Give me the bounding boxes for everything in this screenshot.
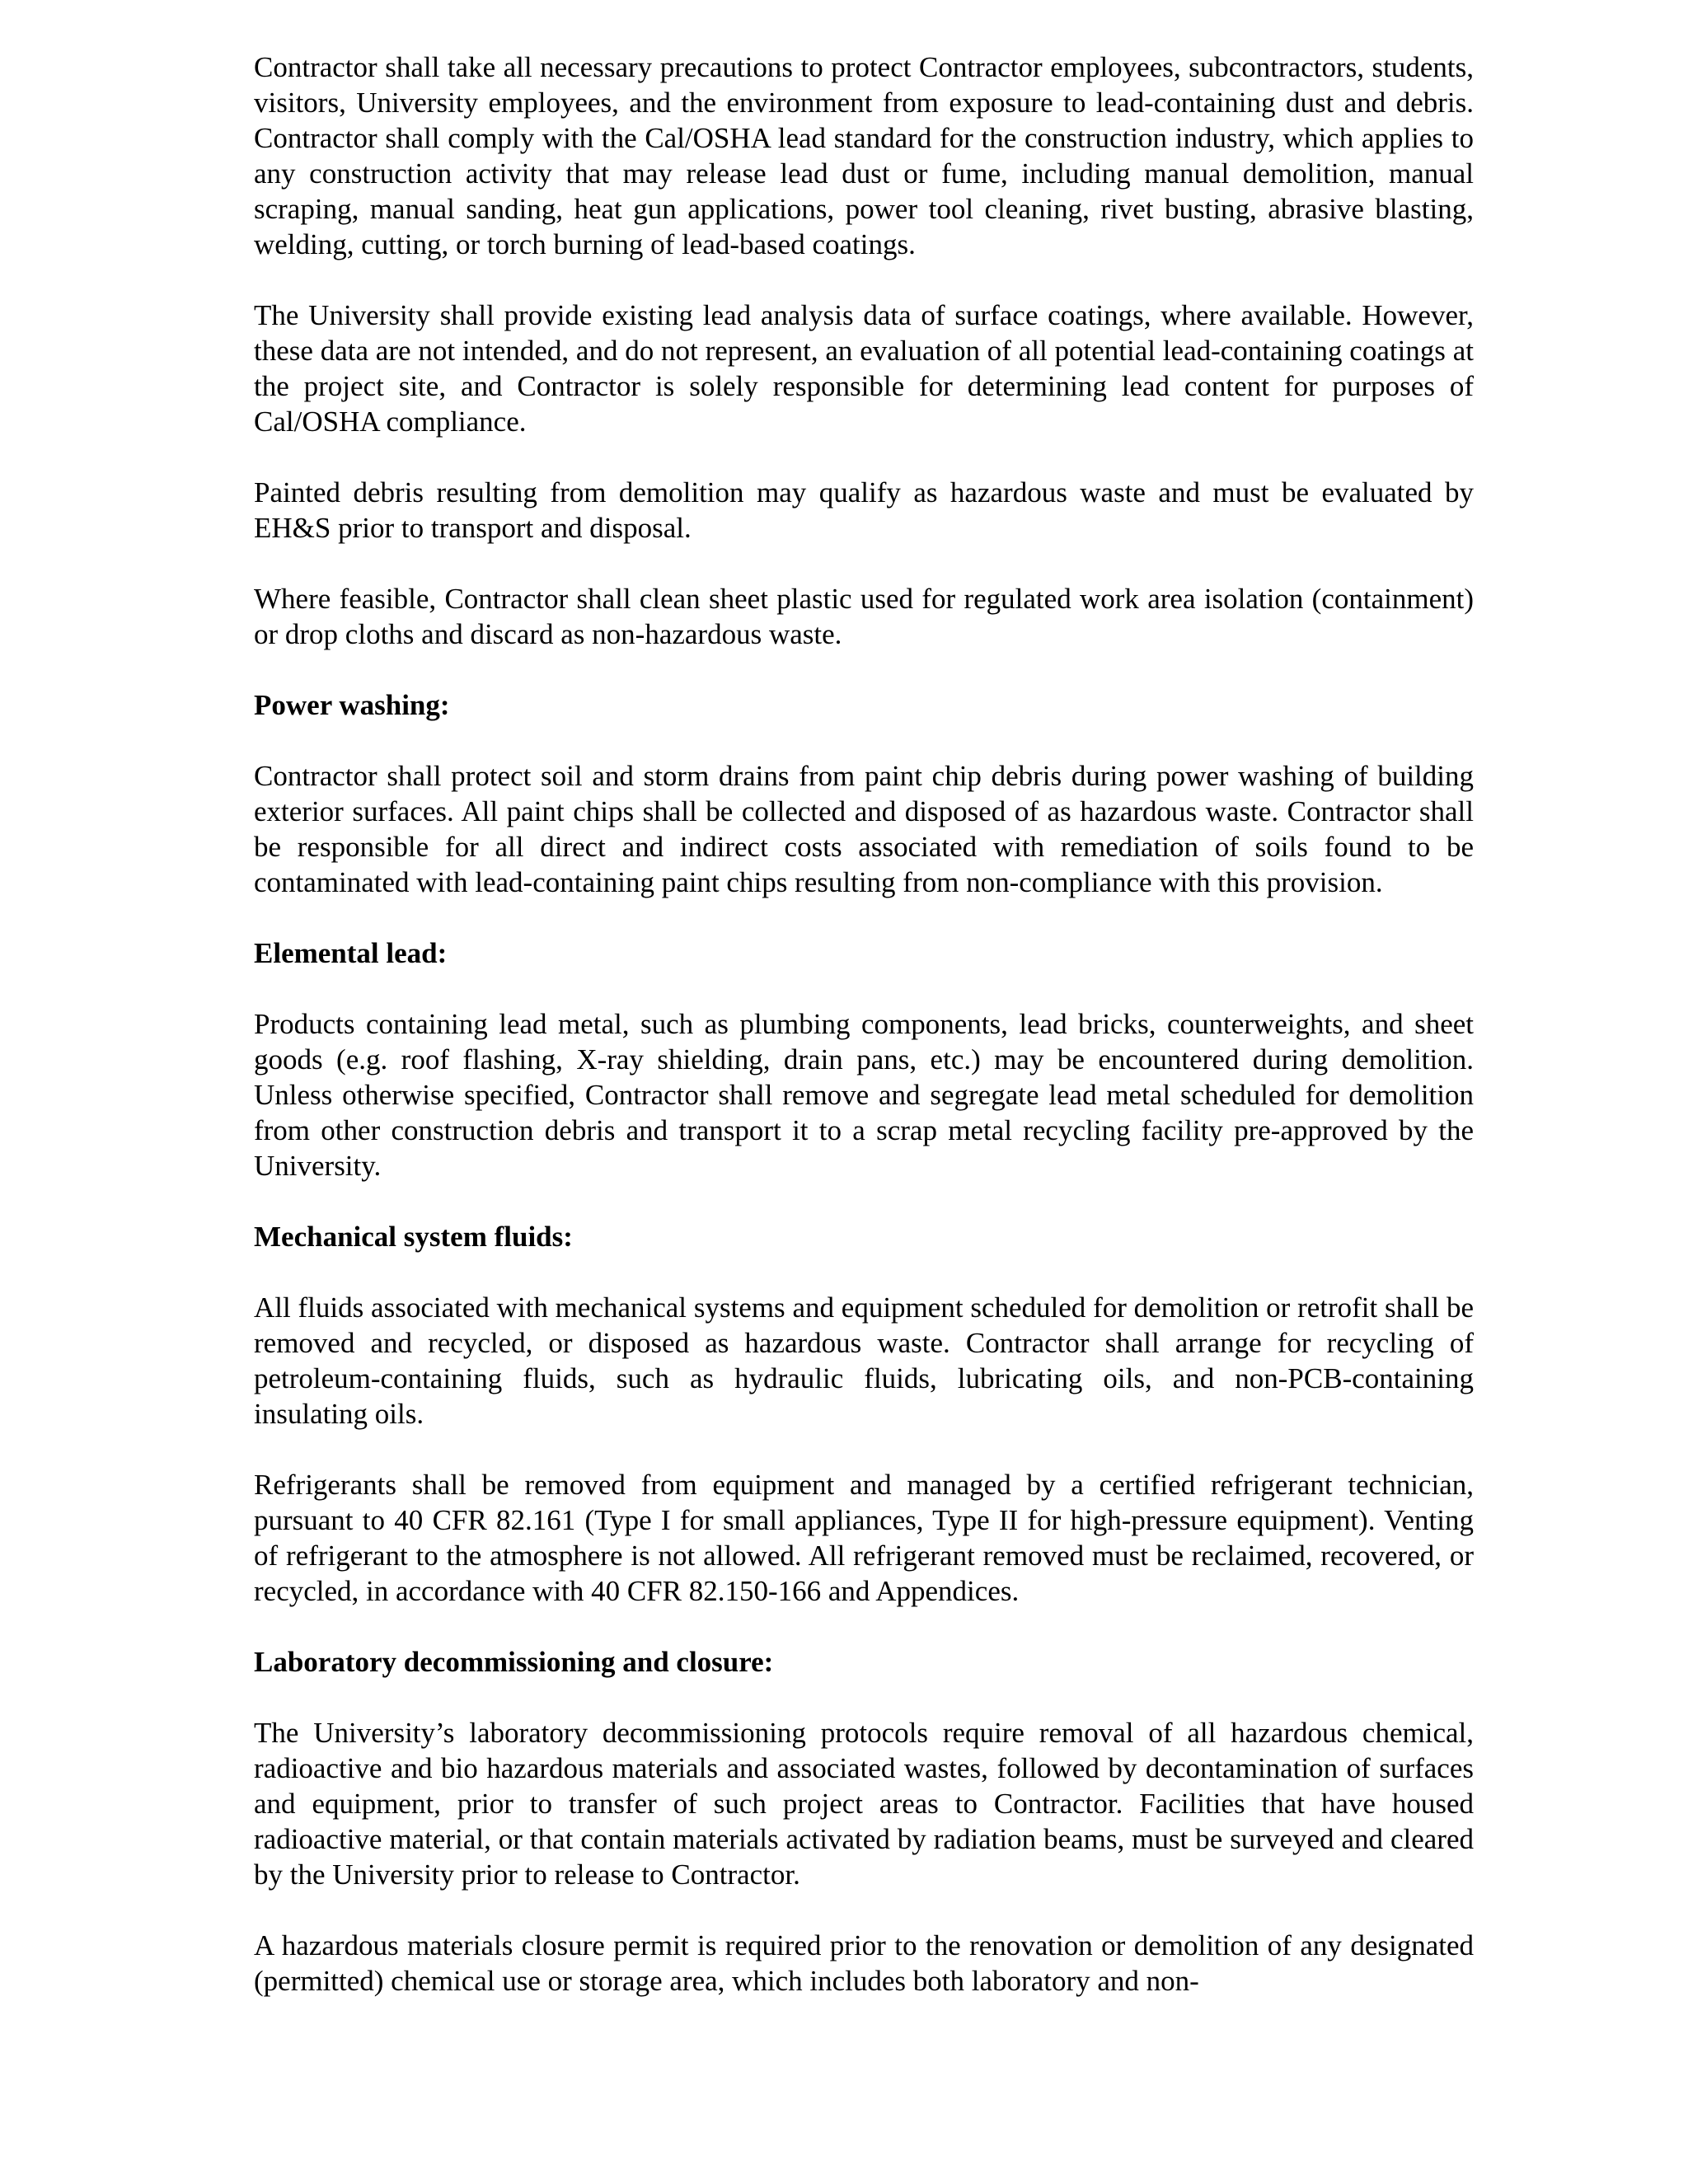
heading-power-washing: Power washing: (254, 689, 450, 721)
heading-mechanical-system-fluids: Mechanical system fluids: (254, 1221, 573, 1253)
paragraph-lead-precautions: Contractor shall take all necessary precautions to protect Contractor employees, subcontractors, students, visitors, University employees, and the environment from exposure to lead-containing dust and debris. Contractor shall comply with the Cal/OSHA lead standard for the construction industry, which applies to any construction activity that may release lead dust or fume, including manual demolition, manual scraping, manual sanding, heat gun applications, power tool cleaning, rivet busting, abrasive blasting, welding, cutting, or torch burning of lead-based coatings. (254, 51, 1474, 260)
heading-laboratory-decommissioning: Laboratory decommissioning and closure: (254, 1646, 774, 1678)
paragraph-lab-decommissioning: The University’s laboratory decommissioning protocols require removal of all hazardous chemical, radioactive and bio hazardous materials and associated wastes, followed by decontamination of surfaces and equipment, prior to transfer of such project areas to Contractor. Facilities that have housed radioactive material, or that contain materials activated by radiation beams, must be surveyed and cleared by the University prior to release to Contractor. (254, 1717, 1474, 1891)
paragraph-painted-debris: Painted debris resulting from demolition may qualify as hazardous waste and must be evaluated by EH&S prior to transport and disposal. (254, 476, 1474, 544)
document-page (254, 49, 1474, 1999)
paragraph-refrigerants: Refrigerants shall be removed from equipment and managed by a certified refrigerant technician, pursuant to 40 CFR 82.161 (Type I for small appliances, Type II for high-pressure equipment). Venting of refrigerant to the atmosphere is not allowed. All refrigerant removed must be reclaimed, recovered, or recycled, in accordance with 40 CFR 82.150-166 and Appendices. (254, 1469, 1474, 1607)
paragraph-lead-analysis-data: The University shall provide existing lead analysis data of surface coatings, where available. However, these data are not intended, and do not represent, an evaluation of all potential lead-containing coatings at the project site, and Contractor is solely responsible for determining lead content for purposes of Cal/OSHA compliance. (254, 299, 1474, 438)
paragraph-sheet-plastic: Where feasible, Contractor shall clean sheet plastic used for regulated work area isolation (containment) or drop cloths and discard as non-hazardous waste. (254, 583, 1474, 650)
paragraph-elemental-lead: Products containing lead metal, such as plumbing components, lead bricks, counterweights, and sheet goods (e.g. roof flashing, X-ray shielding, drain pans, etc.) may be encountered during demolition. Unless otherwise specified, Contractor shall remove and segregate lead metal scheduled for demolition from other construction debris and transport it to a scrap metal recycling facility pre-approved by the University. (254, 1008, 1474, 1182)
paragraph-mechanical-fluids: All fluids associated with mechanical systems and equipment scheduled for demolition or retrofit shall be removed and recycled, or disposed as hazardous waste. Contractor shall arrange for recycling of petroleum-containing fluids, such as hydraulic fluids, lubricating oils, and non-PCB-containing insulating oils. (254, 1291, 1474, 1430)
paragraph-closure-permit: A hazardous materials closure permit is required prior to the renovation or demolition of any designated (permitted) chemical use or storage area, which includes both laboratory and non- (254, 1929, 1474, 1997)
heading-elemental-lead: Elemental lead: (254, 937, 448, 969)
paragraph-power-washing: Contractor shall protect soil and storm drains from paint chip debris during power washing of building exterior surfaces. All paint chips shall be collected and disposed of as hazardous waste. Contractor shall be responsible for all direct and indirect costs associated with remediation of soils found to be contaminated with lead-containing paint chips resulting from non-compliance with this provision. (254, 760, 1474, 898)
